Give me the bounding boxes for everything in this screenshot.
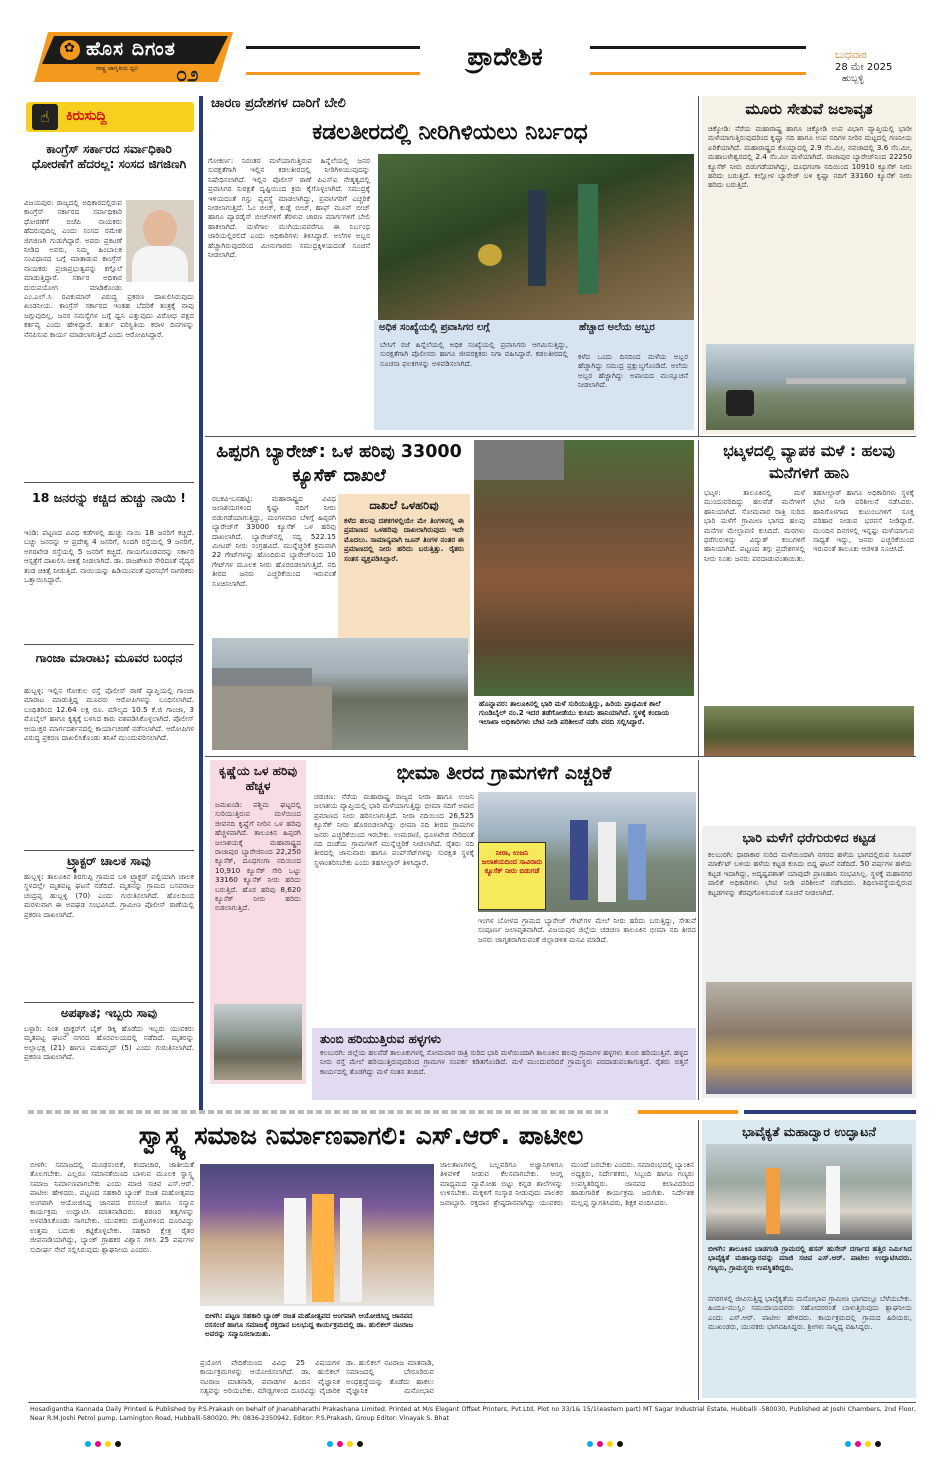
imprint-footer: Hosadigantha Kannada Daily Printed & Published by P.S.Prakash on behalf of Jnanabharathi Prakashana Limited. Printed at M/s Elegant Offset Printers, Pvt.Ltd, Plot no 33/1& 15/1(eastern part) MT Sagar Industrial Estate, Hubballi -580030, Published at Joshi Chambers, 2nd Floor, Near R.M.Joshi Petrol pump, Lamington Road, Hubballi-580020, Ph: 0836-2350942, Editor: P.S.Prakash, Group Editor: Vinayak S. Bhat <box>30 1406 916 1422</box>
s9-photo-caption: ಬೀಳಗಿ: ಪಟ್ಟಣ ಸಹಕಾರಿ ಬ್ಯಾಂಕ್ ರಜತ ಮಹೋತ್ಸವದ ಅಂಗವಾಗಿ ಆಯೋಜಿಸಿದ್ದ ಜಾನಪದ ರಸಸಂಜೆ ಹಾಗೂ ಸಮಾಜಕ್ಕೆ ರಕ್ತದಾನ ಬಲಭುದ್ದ ಕಾರ್ಯಕ್ರಮದಲ್ಲಿ ಡಾ. ಹುಲಿಕಲ್ ನಟರಾಜ ಅವರನ್ನು ಸನ್ಮಾನಿಸಲಾಯಿತು. <box>205 1311 414 1339</box>
s8-box <box>702 826 916 1098</box>
s10-photo-gate <box>706 1144 912 1240</box>
pointing-hand-icon: ☝ <box>32 104 58 130</box>
s8-headline: ಭಾರಿ ಮಳೆಗೆ ಧರೆಗುರುಳಿದ ಕಟ್ಟಡ <box>742 830 876 845</box>
s10-photo-caption: ಬೀಳಗಿ: ತಾಲೂಕಿನ ಬಾಡಗಂಡಿ ಗ್ರಾಮದಲ್ಲಿ ಹಸನ್ ಹುಸೇನ್ ದರ್ಗಾದ ಹತ್ತಿರ ನಿರ್ಮಿಸಿದ ಭಾವೈಕ್ಯತೆ ಮಹಾದ್ವಾರವನ್ನು ಮಾಜಿ ಸಚಿವ ಎಸ್.ಆರ್. ಪಾಟೀಲ ಉದ್ಘಾಟಿಸಿದರು. ಗಣ್ಯರು, ಗ್ರಾಮಸ್ಥರು ಉಪಸ್ಥಿತರಿದ್ದರು. <box>708 1244 912 1272</box>
story3-title: ಗಾಂಜಾ ಮಾರಾಟ; ಮೂವರ ಬಂಧನ <box>35 650 183 665</box>
s3-photo-caption: ಹೊನ್ನಾವರ: ತಾಲೂಕಿನಲ್ಲಿ ಭಾರಿ ಮಳೆ ಸುರಿಯುತ್ತಿದ್ದು, ಹಿರಿಯ ಪ್ರಾಥಮಿಕ ಶಾಲೆ ಗುಂಡಿಬೈಲ್ ನಂ.2 ಇದರ ತಡೆಗೋಡೆಯು ಕುಸಿದು ಹಾನಿಯಾಗಿದೆ. ಸ್ಥಳಕ್ಕೆ ಕಂದಾಯ ಇಲಾಖಾ ಅಧಿಕಾರಿಗಳು ಬೇಟಿ ನೀಡಿ ಪರಿಶೀಲನೆ ನಡೆಸಿ ವರದಿ ಸಲ್ಲಿಸಿದ್ದಾರೆ. <box>474 696 694 752</box>
col-rule <box>698 1120 699 1400</box>
footer-rule <box>28 1402 916 1403</box>
s6-headline: ಭೀಮಾ ತೀರದ ಗ್ರಾಮಗಳಿಗೆ ಎಚ್ಚರಿಕೆ <box>396 762 612 784</box>
story4-body: ಹುಬ್ಬಳ್ಳಿ: ತಾಲೂಕಿನ ಶಿರಗುಪ್ಪಿ ಗ್ರಾಮದ ಬಳಿ ಟ್ರ್ಯಾಕ್ಟರ್ ಪಲ್ಟಿಯಾಗಿ ಚಾಲಕ ಸ್ಥಳದಲ್ಲೇ ಮೃತಪಟ್ಟ ಘಟನೆ ನಡೆದಿದೆ. ಮೃತನನ್ನು ಗ್ರಾಮದ ಬಸವರಾಜ ಚಂದ್ರಪ್ಪ ಹುಬ್ಬಳ್ಳಿ (70) ಎಂದು ಗುರುತಿಸಲಾಗಿದೆ. ಹೊಲದಿಂದ ಮರಳುವಾಗ ಈ ಅವಘಡ ಸಂಭವಿಸಿದೆ. ಗ್ರಾಮೀಣ ಪೊಲೀಸ್ ಠಾಣೆಯಲ್ಲಿ ಪ್ರಕರಣ ದಾಖಲಾಗಿದೆ. <box>24 872 194 919</box>
s8-body: ಕಲಬುರಗಿ: ಧಾರಾಕಾರ ಸುರಿದ ಮಳೆಯಿಂದಾಗಿ ನಗರದ ಹಳೆಯ ಭಾಗದಲ್ಲಿರುವ ಸೂಪರ್ ಮಾರ್ಕೆಟ್ ಬಳಿಯ ಹಳೆಯ ಕಟ್ಟಡ ಕುಸಿದು ಬಿದ್ದ ಘಟನೆ ನಡೆದಿದೆ. 50 ವರ್ಷಗಳ ಹಳೆಯ ಕಟ್ಟಡ ಇದಾಗಿದ್ದು, ಅದೃಷ್ಟವಶಾತ್ ಯಾವುದೇ ಪ್ರಾಣಹಾನಿ ಸಂಭವಿಸಿಲ್ಲ. ಸ್ಥಳಕ್ಕೆ ಮಹಾನಗರ ಪಾಲಿಕೆ ಅಧಿಕಾರಿಗಳು ಭೇಟಿ ನೀಡಿ ಪರಿಶೀಲನೆ ನಡೆಸಿದರು. ಶಿಥಿಲಾವಸ್ಥೆಯಲ್ಲಿರುವ ಕಟ್ಟಡಗಳನ್ನು ತೆರವುಗೊಳಿಸುವಂತೆ ಸೂಚನೆ ನೀಡಲಾಗಿದೆ. <box>708 850 912 897</box>
s3-body: ರಬಕವಿ-ಬನಹಟ್ಟಿ: ಮಹಾರಾಷ್ಟ್ರದ ವಿವಿಧ ಜಲಾಶಯಗಳಿಂದ ಕೃಷ್ಣಾ ನದಿಗೆ ನೀರು ಬಿಡುಗಡೆಯಾಗುತ್ತಿದ್ದು, ಮಂಗಳವಾರ ಬೆಳಿಗ್ಗೆ ಹಿಪ್ಪರಗಿ ಬ್ಯಾರೇಜ್‌ಗೆ 33000 ಕ್ಯೂಸೆಕ್ ಒಳ ಹರಿವು ದಾಖಲಾಗಿದೆ. ಬ್ಯಾರೇಜ್‌ನಲ್ಲಿ ಸದ್ಯ 522.15 ಮೀಟರ್ ನೀರು ಸಂಗ್ರಹವಿದೆ. ಮುನ್ನೆಚ್ಚರಿಕೆ ಕ್ರಮವಾಗಿ 22 ಗೇಟ್‌ಗಳನ್ನು ಹೊಂದಿರುವ ಬ್ಯಾರೇಜ್‌ನಿಂದ 10 ಗೇಟ್‌ಗಳ ಮೂಲಕ ನೀರು ಹೊರಬಿಡಲಾಗುತ್ತಿದೆ. ನದಿ ತೀರದ ಜನರು ಎಚ್ಚರಿಕೆಯಿಂದ ಇರುವಂತೆ ಸೂಚಿಸಲಾಗಿದೆ. <box>212 494 336 588</box>
story4-title: ಟ್ರ್ಯಾಕ್ಟರ್ ಚಾಲಕ ಸಾವು <box>67 854 151 868</box>
row-rule <box>205 436 916 437</box>
s3-headline: ಹಿಪ್ಪರಗಿ ಬ್ಯಾರೇಜ್: ಒಳ ಹರಿವು 33000 ಕ್ಯೂಸೆಕ್ ದಾಖಲೆ <box>216 442 462 486</box>
logo-block <box>28 28 238 86</box>
s1-headline: ಕಡಲತೀರದಲ್ಲಿ ನೀರಿಗಿಳಿಯಲು ನಿರ್ಬಂಧ <box>312 120 588 145</box>
s9-body2: ಪ್ರಯೋಗ ವೇದಿಕೆಯಿಂದ ವಿವಿಧ 25 ವಿಷಯಗಳ ಕಾರ್ಯಕ್ರಮಗಳನ್ನು ಆಯೋಜಿಸಲಾಗಿದೆ. ಡಾ. ಹುಲಿಕಲ್ ನಟರಾಜ ಮಾತನಾಡಿ, ಪವಾಡಗಳ ಹಿಂದಿನ ವೈಜ್ಞಾನಿಕ ಸತ್ಯವನ್ನು ಅರಿಯಬೇಕು. ಮೌಢ್ಯಗಳಿಂದ ದೂರವಿದ್ದು ವೈಚಾರಿಕ <box>200 1358 340 1396</box>
story2-title: 18 ಜನರನ್ನು ಕಚ್ಚಿದ ಹುಚ್ಚು ನಾಯಿ ! <box>32 490 186 505</box>
s1-kicker: ಚಾರಣ ಪ್ರದೇಶಗಳ ದಾರಿಗೆ ಬೇಲಿ <box>211 96 346 111</box>
s3-side-box <box>338 494 470 654</box>
s1-photo-forest <box>378 154 694 320</box>
col-rule <box>698 96 699 436</box>
s7-body: ಕಲಬುರಗಿ: ಜಿಲ್ಲೆಯ ಹಲವೆಡೆ ತಾಲೂಕುಗಳಲ್ಲಿ ಸೋಮವಾರ ರಾತ್ರಿ ಸುರಿದ ಭಾರಿ ಮಳೆಯಿಂದಾಗಿ ತಾಲೂಕಿನ ಹಲವು ಗ್ರಾಮಗಳ ಹಳ್ಳಗಳು ತುಂಬಿ ಹರಿಯುತ್ತಿವೆ. ಹಳ್ಳದ ನೀರು ರಸ್ತೆ ಮೇಲೆ ಹರಿಯುತ್ತಿರುವುದರಿಂದ ಗ್ರಾಮಗಳ ಸಂಪರ್ಕ ಕಡಿತಗೊಂಡಿದೆ. ಮಳೆ ಮುಂದುವರಿದರೆ ಗ್ರಾಮಸ್ಥರು ಪರದಾಡುವಂತಾಗುತ್ತದೆ. ರೈತರು ಬಿತ್ತನೆ ಕಾರ್ಯದಲ್ಲಿ ತೊಡಗಿದ್ದು ಮಳೆ ಸಂತಸ ತಂದಿದೆ. <box>320 1048 688 1076</box>
divider <box>24 644 194 645</box>
portrait-photo <box>126 200 194 282</box>
s10-headline: ಭಾವೈಕ್ಯತೆ ಮಹಾದ್ವಾರ ಉದ್ಘಾಟನೆ <box>742 1124 876 1139</box>
s2-box <box>702 96 916 434</box>
s2-headline: ಮೂರು ಸೇತುವೆ ಜಲಾವೃತ <box>745 100 873 118</box>
divider <box>24 1002 194 1003</box>
s6-body: ಚಡಚಣ: ನೆರೆಯ ಮಹಾರಾಷ್ಟ್ರ ರಾಜ್ಯದ ನೀರಾ ಹಾಗೂ ಉಜನಿ ಜಲಾಶಯ ವ್ಯಾಪ್ತಿಯಲ್ಲಿ ಭಾರಿ ಮಳೆಯಾಗುತ್ತಿದ್ದು ಭೀಮಾ ನದಿಗೆ ಅಪಾರ ಪ್ರಮಾಣದ ನೀರು ಹರಿಸಲಾಗುತ್ತಿದೆ. ನೀರಾ ನದಿಯಿಂದ 26,525 ಕ್ಯೂಸೆಕ್ ನೀರು ಹೊರಬಿಡಲಾಗಿದ್ದು ಭೀಮಾ ನದಿ ತೀರದ ಗ್ರಾಮಗಳ ಜನರು ಎಚ್ಚರಿಕೆಯಿಂದ ಇರಬೇಕು. ಉಮರಾಣಿ, ಧೂಳಖೇಡ ಸೇರಿದಂತೆ ನದಿ ದಂಡೆಯ ಗ್ರಾಮಗಳಿಗೆ ಮುನ್ನೆಚ್ಚರಿಕೆ ನೀಡಲಾಗಿದೆ. ರೈತರು ನದಿ ತೀರದಲ್ಲಿ ಜಾನುವಾರು ಹಾಗೂ ಪಂಪ್‌ಸೆಟ್‌ಗಳನ್ನು ಸುರಕ್ಷಿತ ಸ್ಥಳಕ್ಕೆ ಸ್ಥಳಾಂತರಿಸಬೇಕು ಎಂದು ತಹಸೀಲ್ದಾರ್ ತಿಳಿಸಿದ್ದಾರೆ. <box>314 792 474 867</box>
logo-text: ಹೊಸ ದಿಗಂತ <box>86 38 176 60</box>
story1-title: ಕಾಂಗ್ರೆಸ್ ಸರ್ಕಾರದ ಸರ್ವಾಧಿಕಾರಿ ಧೋರಣೆಗೆ ಹೆದರಲ್ಲ: ಸಂಸದ ಜಿಗಜಿಣಗಿ <box>31 142 187 171</box>
s4-photo-tree <box>704 706 914 756</box>
s5-box <box>210 760 306 1084</box>
story3-body: ಹುಬ್ಬಳ್ಳಿ: ಇಲ್ಲಿನ ಗೋಕುಲ ರಸ್ತೆ ಪೊಲೀಸ್ ಠಾಣೆ ವ್ಯಾಪ್ತಿಯಲ್ಲಿ ಗಾಂಜಾ ಮಾರಾಟ ಮಾಡುತ್ತಿದ್ದ ಮೂವರು ಆರೋಪಿಗಳನ್ನು ಬಂಧಿಸಲಾಗಿದೆ. ಬಂಧಿತರಿಂದ 12.64 ಲಕ್ಷ ರೂ. ಮೌಲ್ಯದ 10.5 ಕೆ.ಜಿ ಗಾಂಜಾ, 3 ಮೊಬೈಲ್ ಹಾಗೂ ಕೃತ್ಯಕ್ಕೆ ಬಳಸಿದ ಕಾರು ವಶಪಡಿಸಿಕೊಳ್ಳಲಾಗಿದೆ. ಪೊಲೀಸ್ ಆಯುಕ್ತರ ಮಾರ್ಗದರ್ಶನದಲ್ಲಿ ಕಾರ್ಯಾಚರಣೆ ನಡೆಸಲಾಗಿದೆ. ಆರೋಪಿಗಳ ವಿರುದ್ಧ ಪ್ರಕರಣ ದಾಖಲಿಸಿಕೊಂಡು ತನಿಖೆ ಮುಂದುವರಿಸಲಾಗಿದೆ. <box>24 686 194 743</box>
city: ಹುಬ್ಬಳ್ಳಿ <box>842 74 864 84</box>
kirusuddi-label: ಕಿರುಸುದ್ದಿ <box>66 108 107 124</box>
story2-body: ಇಂಡಿ: ಪಟ್ಟಣದ ವಿವಿಧ ಕಡೆಗಳಲ್ಲಿ ಹುಚ್ಚು ನಾಯಿ 18 ಜನರಿಗೆ ಕಚ್ಚಿದೆ. ಬಚ್ಚು ಜನರನ್ನು ಆ ಪ್ರದೇಶ್ಯ 4 ಜನರಿಗೆ, ಸಿಂದಗಿ ರಸ್ತೆಯಲ್ಲಿ 9 ಜನರಿಗೆ, ಅಗರಖೇಡ ರಸ್ತೆಯಲ್ಲಿ 5 ಜನರಿಗೆ ಕಚ್ಚಿದೆ. ಗಾಯಗೊಂಡವರನ್ನು ಸರ್ಕಾರಿ ಆಸ್ಪತ್ರೆಗೆ ದಾಖಲಿಸಿ ಚಿಕಿತ್ಸೆ ನೀಡಲಾಗಿದೆ. ಡಾ. ರಾಜಶೇಖರ ಸೇರಿದಂತೆ ವೈದ್ಯರ ತಂಡ ಚಿಕಿತ್ಸೆ ನೀಡುತ್ತಿದೆ. ನಾಯಿಯನ್ನು ಹಿಡಿಯುವಂತೆ ಪುರಸಭೆಗೆ ನಾಗರಿಕರು ಒತ್ತಾಯಿಸಿದ್ದಾರೆ. <box>24 528 194 585</box>
s9-body1: ಬೀಳಗಿ: ಸಮಾಜದಲ್ಲಿ ಮೂಢನಂಬಿಕೆ, ಕಂದಾಚಾರ, ಜಾತೀಯತೆ ತೊಲಗಬೇಕು. ಎಲ್ಲರೂ ಸಮಾನತೆಯಿಂದ ಬಾಳುವ ಮೂಲಕ ಸ್ವಾಸ್ಥ್ಯ ಸಮಾಜ ನಿರ್ಮಾಣವಾಗಬೇಕು ಎಂದು ಮಾಜಿ ಸಚಿವ ಎಸ್.ಆರ್. ಪಾಟೀಲ ಹೇಳಿದರು. ಪಟ್ಟಣದ ಸಹಕಾರಿ ಬ್ಯಾಂಕ್ ರಜತ ಮಹೋತ್ಸವದ ಅಂಗವಾಗಿ ಆಯೋಜಿಸಿದ್ದ ಜಾನಪದ ರಸಸಂಜೆ ಹಾಗೂ ಸನ್ಮಾನ ಕಾರ್ಯಕ್ರಮ ಉದ್ಘಾಟಿಸಿ ಮಾತನಾಡಿದರು. ಶರಣರ ತತ್ವಗಳನ್ನು ಅಳವಡಿಸಿಕೊಂಡು ಸಾಗಬೇಕು. ಯುವಕರು ದುಶ್ಚಟಗಳಿಂದ ದೂರವಿದ್ದು ಉತ್ತಮ ಬದುಕು ಕಟ್ಟಿಕೊಳ್ಳಬೇಕು. ಸಹಕಾರಿ ಕ್ಷೇತ್ರ ರೈತರ ಜೀವನಾಡಿಯಾಗಿದ್ದು, ಬ್ಯಾಂಕ್ ಗ್ರಾಹಕರ ವಿಶ್ವಾಸ ಗಳಿಸಿ 25 ವರ್ಷಗಳ ಸುದೀರ್ಘ ಸೇವೆ ಸಲ್ಲಿಸಿರುವುದು ಶ್ಲಾಘನೀಯ ಎಂದರು. <box>30 1160 194 1254</box>
s6-inset <box>478 842 546 910</box>
section-divider <box>28 1108 916 1116</box>
s1-cap2-title: ಹೆಚ್ಚಾದ ಅಲೆಯ ಅಬ್ಬರ <box>579 322 655 333</box>
s7-box <box>312 1028 696 1100</box>
s5-headline: ಕೃಷ್ಣೆಯ ಒಳ ಹರಿವು ಹೆಚ್ಚಳ <box>218 764 298 793</box>
story1-body <box>24 198 194 476</box>
s6-body2: ಇಂಗಳ ಬೋಳದ ಗ್ರಾಮದ ಬ್ಯಾರೇಜ್ ಗೇಟ್‌ಗಳ ಮೇಲೆ ನೀರು ಹರಿದು ಬರುತ್ತಿದ್ದು, ಸೇತುವೆ ಸಂಪೂರ್ಣ ಜಲಾವೃತವಾಗಿದೆ. ವಿಜಯಪುರ ಜಿಲ್ಲೆಯ ಚಡಚಣ ತಾಲೂಕಿನ ಭೀಮಾ ನದಿ ತೀರದ ಜನರು ಜಾಗೃತರಾಗಿರುವಂತೆ ಜಿಲ್ಲಾಡಳಿತ ಮನವಿ ಮಾಡಿದೆ. <box>478 916 696 944</box>
s4-body: ಭಟ್ಕಳ: ತಾಲೂಕಿನಲ್ಲಿ ಮಳೆ ಮುಂದುವರಿದಿದ್ದು ಹಲವೆಡೆ ಮನೆಗಳಿಗೆ ಹಾನಿಯಾಗಿದೆ. ಸೋಮವಾರ ರಾತ್ರಿ ಸುರಿದ ಭಾರಿ ಮಳೆಗೆ ಗ್ರಾಮೀಣ ಭಾಗದ ಹಲವು ಮನೆಗಳ ಮೇಲ್ಛಾವಣಿ ಕುಸಿದಿದೆ. ಮರಗಳು ಧರೆಗುರುಳಿದ್ದು ವಿದ್ಯುತ್ ಕಂಬಗಳಿಗೆ ಹಾನಿಯಾಗಿದೆ. ಪಟ್ಟಣದ ತಗ್ಗು ಪ್ರದೇಶಗಳಲ್ಲಿ ನೀರು ನಿಂತು ಜನರು ಪರದಾಡುವಂತಾಯಿತು. ತಹಸೀಲ್ದಾರ್ ಹಾಗೂ ಅಧಿಕಾರಿಗಳು ಸ್ಥಳಕ್ಕೆ ಭೇಟಿ ನೀಡಿ ಪರಿಶೀಲನೆ ನಡೆಸಿದರು. ಹಾನಿಗೊಳಗಾದ ಕುಟುಂಬಗಳಿಗೆ ಸೂಕ್ತ ಪರಿಹಾರ ನೀಡುವ ಭರವಸೆ ನೀಡಿದ್ದಾರೆ. ಮುಂದಿನ ದಿನಗಳಲ್ಲಿ ಇನ್ನಷ್ಟು ಮಳೆಯಾಗುವ ಸಾಧ್ಯತೆ ಇದ್ದು, ಜನರು ಎಚ್ಚರಿಕೆಯಿಂದ ಇರುವಂತೆ ತಾಲೂಕು ಆಡಳಿತ ಸೂಚಿಸಿದೆ. <box>704 488 914 563</box>
lamp-icon: ✿ <box>64 41 75 56</box>
s5-body: ಜಮಖಂಡಿ: ಪಶ್ಚಿಮ ಘಟ್ಟದಲ್ಲಿ ಸುರಿಯುತ್ತಿರುವ ಮಳೆಯಿಂದ ಜೀವನದಿ ಕೃಷ್ಣೆಗೆ ನೀರಿನ ಒಳ ಹರಿವು ಹೆಚ್ಚಳವಾಗಿದೆ. ತಾಲೂಕಿನ ಹಿಪ್ಪರಗಿ ಜಲಾಶಯಕ್ಕೆ ಮಹಾರಾಷ್ಟ್ರದ ರಾಜಾಪುರ ಬ್ಯಾರೇಜಿನಿಂದ 22,250 ಕ್ಯೂಸೆಕ್, ದೂಧಗಂಗಾ ನದಿಯಿಂದ 10,910 ಕ್ಯೂಸೆಕ್ ಸೇರಿ ಒಟ್ಟು 33160 ಕ್ಯೂಸೆಕ್ ನೀರು ಹರಿದು ಬರುತ್ತಿದೆ. ಹೊರ ಹರಿವು 8,620 ಕ್ಯೂಸೆಕ್ ನೀರು ಹರಿದು ಬಿಡಲಾಗುತ್ತಿದೆ. <box>215 800 301 913</box>
s2-photo-bridge <box>706 344 914 430</box>
s9-headline: ಸ್ವಾಸ್ಥ್ಯ ಸಮಾಜ ನಿರ್ಮಾಣವಾಗಲಿ: ಎಸ್.ಆರ್. ಪಾಟೀಲ <box>138 1121 584 1150</box>
divider <box>24 850 194 851</box>
s1-cap2-body: ಕಳೆದ ಒಂದು ದಿನದಿಂದ ಮಳೆಯ ಅಬ್ಬರ ಹೆಚ್ಚಾಗಿದ್ದು ಸಮುದ್ರ ಪ್ರಕ್ಷುಬ್ಧಗೊಂಡಿದೆ. ಅಲೆಯ ಅಬ್ಬರ ಹೆಚ್ಚಾಗಿದ್ದು ಅಪಾಯದ ಮುನ್ಸೂಚನೆ ನೀಡಲಾಗಿದೆ. <box>578 352 688 390</box>
s3-photo-barrage <box>212 638 468 750</box>
s3-box-title: ದಾಖಲೆ ಒಳಹರಿವು <box>369 498 439 512</box>
s1-body: ಗೋಕರ್ಣ: ನಿರಂತರ ಮಳೆಯಾಗುತ್ತಿರುವ ಹಿನ್ನೆಲೆಯಲ್ಲಿ ಜನರ ಸುರಕ್ಷತೆಗಾಗಿ ಇಲ್ಲಿನ ಕಡಲತೀರದಲ್ಲಿ ನೀರಿಗಿಳಿಯುವುದನ್ನು ನಿಷೇಧಿಸಲಾಗಿದೆ. ಇಲ್ಲಿನ ಪೊಲೀಸ್ ಠಾಣೆ ಪಿಎಸ್ಐ ನೇತೃತ್ವದಲ್ಲಿ ಪ್ರವಾಸಿಗರ ಸುರಕ್ಷತೆ ದೃಷ್ಟಿಯಿಂದ ಕ್ರಮ ಕೈಗೊಳ್ಳಲಾಗಿದೆ. ಸಮುದ್ರಕ್ಕೆ ಇಳಿಯದಂತೆ ಗಸ್ತು ವ್ಯವಸ್ಥೆ ಮಾಡಲಾಗಿದ್ದು, ಪ್ರವಾಸಿಗರಿಗೆ ಎಚ್ಚರಿಕೆ ನೀಡಲಾಗುತ್ತಿದೆ. ಓಂ ಬೀಚ್, ಕುಡ್ಲೆ ಬೀಚ್, ಹಾಫ್ ಮೂನ್ ಬೀಚ್ ಹಾಗೂ ಪ್ಯಾರಡೈಸ್ ಬೀಚ್‌ಗಳಿಗೆ ತೆರಳುವ ಚಾರಣ ಮಾರ್ಗಗಳಿಗೆ ಬೇಲಿ ಹಾಕಲಾಗಿದೆ. ಮಳೆಗಾಲ ಮುಗಿಯುವವರೆಗೂ ಈ ನಿರ್ಬಂಧ ಜಾರಿಯಲ್ಲಿರಲಿದೆ ಎಂದು ಅಧಿಕಾರಿಗಳು ತಿಳಿಸಿದ್ದಾರೆ. ಅಲೆಗಳ ಅಬ್ಬರ ಹೆಚ್ಚಾಗಿರುವುದರಿಂದ ಮೀನುಗಾರರು ಸಮುದ್ರಕ್ಕಿಳಿಯದಂತೆ ಸೂಚನೆ ನೀಡಲಾಗಿದೆ. <box>208 156 370 260</box>
masthead <box>0 0 945 92</box>
color-registration-dots <box>0 1437 945 1451</box>
s6-inset-text: ನೀರಾ, ಉಜನಿ ಜಲಾಶಯದಿಂದ ಸಾವಿರಾರು ಕ್ಯೂಸೆಕ್ ನೀರು ಬಿಡುಗಡೆ <box>481 849 543 875</box>
s10-box <box>702 1120 916 1398</box>
s3-photo-wall <box>474 440 694 696</box>
date: 28 ಮೇ 2025 <box>835 62 893 73</box>
registration-marks <box>0 1436 945 1450</box>
s1-cap1-title: ಅಧಿಕ ಸಂಖ್ಯೆಯಲ್ಲಿ ಪ್ರವಾಸಿಗರ ಲಗ್ಗೆ <box>379 322 490 333</box>
col-rule <box>698 760 699 1100</box>
divider <box>24 482 194 483</box>
s7-headline: ತುಂಬಿ ಹರಿಯುತ್ತಿರುವ ಹಳ್ಳಗಳು <box>320 1032 441 1046</box>
s1-cap1-body: ಬೇಸಿಗೆ ರಜೆ ಹಿನ್ನೆಲೆಯಲ್ಲಿ ಅಧಿಕ ಸಂಖ್ಯೆಯಲ್ಲಿ ಪ್ರವಾಸಿಗರು ಆಗಮಿಸುತ್ತಿದ್ದು, ಸುರಕ್ಷತೆಗಾಗಿ ಪೊಲೀಸರು ಹಾಗೂ ಜೀವರಕ್ಷಕರು ನಿಗಾ ವಹಿಸಿದ್ದಾರೆ. ಕಡಲತೀರದಲ್ಲಿ ಸೂಚನಾ ಫಲಕಗಳನ್ನು ಅಳವಡಿಸಲಾಗಿದೆ. <box>380 340 568 368</box>
section-title: ಪ್ರಾದೇಶಿಕ <box>467 42 543 71</box>
s4-headline: ಭಟ್ಕಳದಲ್ಲಿ ವ್ಯಾಪಕ ಮಳೆ : ಹಲವು ಮನೆಗಳಿಗೆ ಹಾನಿ <box>723 442 895 482</box>
col-rule <box>698 440 699 756</box>
s9-photo-felicitation <box>200 1164 434 1306</box>
left-column <box>20 96 195 1096</box>
s3-box-body: ಕಳೆದ ಹಲವು ದಶಕಗಳಲ್ಲಿಯೇ ಮೇ ತಿಂಗಳಿನಲ್ಲಿ ಈ ಪ್ರಮಾಣದ ಒಳಹರಿವು ದಾಖಲಾಗಿರುವುದು ಇದೇ ಮೊದಲು. ಸಾಮಾನ್ಯವಾಗಿ ಜೂನ್ ತಿಂಗಳ ನಂತರ ಈ ಪ್ರಮಾಣದಲ್ಲಿ ನೀರು ಹರಿದು ಬರುತ್ತಿತ್ತು. ರೈತರು ಸಂತಸ ವ್ಯಕ್ತಪಡಿಸಿದ್ದಾರೆ. <box>344 516 464 563</box>
story5-title: ಅಪಘಾತ; ಇಬ್ಬರು ಸಾವು <box>60 1006 158 1020</box>
s9-body3: ಜಾಲತಾಣಗಳಲ್ಲಿ ಬಲ್ಲವರಿಗೂ ಅಜ್ಞಾನಿಗಳಿಗೂ ತಿಳಿವಳಿಕೆ ನೀಡುವ ಕೆಲಸವಾಗಬೇಕು. ಆಂಗ್ಲ ಮಾಧ್ಯಮದ ವ್ಯಾಮೋಹ ಬಿಟ್ಟು ಕನ್ನಡ ಶಾಲೆಗಳನ್ನು ಉಳಿಸಬೇಕು. ಮಕ್ಕಳಿಗೆ ಸಂಸ್ಕಾರ ನೀಡುವುದು ಪಾಲಕರ ಜವಾಬ್ದಾರಿ. ರಕ್ತದಾನ ಶ್ರೇಷ್ಠದಾನವಾಗಿದ್ದು ಯುವಕರು ಮುಂದೆ ಬರಬೇಕು ಎಂದರು. ಸಮಾರಂಭದಲ್ಲಿ ಬ್ಯಾಂಕಿನ ಅಧ್ಯಕ್ಷರು, ನಿರ್ದೇಶಕರು, ಸಿಬ್ಬಂದಿ ಹಾಗೂ ಗಣ್ಯರು ಉಪಸ್ಥಿತರಿದ್ದರು. ಜಾನಪದ ಕಲಾವಿದರಿಂದ ಹಾಡುಗಾರಿಕೆ ಕಾರ್ಯಕ್ರಮ ಜರುಗಿತು. ನಿರ್ದೇಶಕ ಮಲ್ಲಪ್ಪ ಸ್ವಾಗತಿಸಿದರು, ಶಿಕ್ಷಕ ವಂದಿಸಿದರು. <box>440 1160 694 1207</box>
s8-photo-rubble <box>706 982 912 1094</box>
s5-photo-dam <box>214 1004 302 1080</box>
s1-caption-box <box>374 320 694 430</box>
tagline: ರಾಷ್ಟ್ರ ಜಾಗೃತಿಯ ಧ್ವನಿ <box>96 65 139 72</box>
s9-body4: ಡಾ. ಹುಲಿಕಲ್ ನಟರಾಜ ಮಾತನಾಡಿ, ಸಮಾಜದಲ್ಲಿ ಬೇರೂರಿರುವ ಅಂಧಶ್ರದ್ಧೆಯನ್ನು ತೊಡೆದು ಹಾಕಲು ವೈಜ್ಞಾನಿಕ ಮನೋಭಾವ <box>346 1358 434 1396</box>
page-number: ೦೨ <box>176 62 199 86</box>
row-rule <box>205 756 916 757</box>
story1-text: ವಿಜಯಪುರ: ರಾಜ್ಯದಲ್ಲಿ ಅಧಿಕಾರದಲ್ಲಿರುವ ಕಾಂಗ್ರೆಸ್ ಸರ್ಕಾರದ ಸರ್ವಾಧಿಕಾರಿ ಧೋರಣೆಗೆ ಬಿಜೆಪಿ ನಾಯಕರು ಹೆದರುವುದಿಲ್ಲ ಎಂದು ಸಂಸದ ರಮೇಶ ಜಿಗಜಿಣಗಿ ಗುಡುಗಿದ್ದಾರೆ. ಅವರು ಪ್ರಕಟಣೆ ನೀಡಿದ ಅವರು, ನಿಮ್ಮ ಹಿಂಬಾಲಕ ಸಂವಿಧಾನದ ಬಗ್ಗೆ ಮಾತಾಡುವ ಕಾಂಗ್ರೆಸ್ ನಾಯಕರು ಪ್ರಜಾಪ್ರಭುತ್ವವನ್ನು ಕಗ್ಗೊಲೆ ಮಾಡುತ್ತಿದ್ದಾರೆ. ಸರ್ಕಾರ ಅಧಿಕಾರ ದುರುಪಯೋಗ ಮಾಡಿಕೊಂಡು ಎಂ.ಎಲ್.ಸಿ ರವಿಕುಮಾರ್ ವಿರುದ್ಧ ಪ್ರಕರಣ ದಾಖಲಿಸಿರುವುದು ಖಂಡನೀಯ. ಕಾಂಗ್ರೆಸ್ ಸರ್ಕಾರದ ಇಂತಹ ಬೆದರಿಕೆ ತಂತ್ರಕ್ಕೆ ನಾವು ಜಗ್ಗುವುದಿಲ್ಲ. ಜನರ ಸಮಸ್ಯೆಗಳ ಬಗ್ಗೆ ಧ್ವನಿ ಎತ್ತುವುದು ವಿರೋಧ ಪಕ್ಷದ ಕರ್ತವ್ಯ ಎಂದು ಹೇಳಿದ್ದಾರೆ. ತುರ್ತು ಪರಿಸ್ಥಿತಿಯ ಕರಾಳ ದಿನಗಳನ್ನು ನೆನಪಿಸುವ ಕಾರ್ಯ ಮಾಡಲಾಗುತ್ತಿದೆ ಎಂದು ಆರೋಪಿಸಿದ್ದಾರೆ. <box>24 198 194 339</box>
kirusuddi-banner <box>26 102 194 132</box>
s10-body: ನಗರಗಳಲ್ಲಿ ಜೀವಿಸುತ್ತಿದ್ದ ಭಾವೈಕ್ಯತೆಯ ಮನೋಭಾವ ಗ್ರಾಮೀಣ ಭಾಗದಲ್ಲೂ ಬೆಳೆಯಬೇಕು. ಹಿಂದೂ-ಮುಸ್ಲಿಂ ಸಮುದಾಯದವರು ಸಹೋದರರಂತೆ ಬಾಳುತ್ತಿರುವುದು ಶ್ಲಾಘನೀಯ ಎಂದು ಎಸ್.ಆರ್. ಪಾಟೀಲ ಹೇಳಿದರು. ಕಾರ್ಯಕ್ರಮದಲ್ಲಿ ಗ್ರಾಮದ ಹಿರಿಯರು, ಮುಖಂಡರು, ಯುವಕರು ಭಾಗವಹಿಸಿದ್ದರು. ಶ್ರೀಗಳು ಸಾನ್ನಿಧ್ಯ ವಹಿಸಿದ್ದರು. <box>708 1294 912 1332</box>
story5-body: ಬಳ್ಳಾರಿ: ನಿಂತ ಟ್ರ್ಯಾಕ್ಟರ್‌ಗೆ ಬೈಕ್ ಡಿಕ್ಕಿ ಹೊಡೆದು ಇಬ್ಬರು ಯುವಕರು ಮೃತಪಟ್ಟ ಘಟನೆ ನಗರದ ಹೊರವಲಯದಲ್ಲಿ ನಡೆದಿದೆ. ಮೃತರನ್ನು ಅಲ್ಲಾಭಕ್ಷ (21) ಹಾಗೂ ಮಹಮ್ಮದ್ (5) ಎಂದು ಗುರುತಿಸಲಾಗಿದೆ. ಪ್ರಕರಣ ದಾಖಲಾಗಿದೆ. <box>24 1024 194 1062</box>
left-column-rule <box>199 96 203 1112</box>
day: ಬುಧವಾರ <box>835 50 867 61</box>
s2-body: ಚಿಕ್ಕೋಡಿ: ನೆರೆಯ ಮಹಾರಾಷ್ಟ್ರ ಹಾಗೂ ಚಿಕ್ಕೋಡಿ ಉಪ ವಿಭಾಗ ವ್ಯಾಪ್ತಿಯಲ್ಲಿ ಭಾರೀ ಮಳೆಯಾಗುತ್ತಿರುವುದರಿಂದ ಕೃಷ್ಣಾ ನದಿ ಹಾಗೂ ಉಪ ನದಿಗಳ ನೀರಿನ ಮಟ್ಟದಲ್ಲಿ ಗಣನೀಯ ಏರಿಕೆಯಾಗಿದೆ. ಮಹಾರಾಷ್ಟ್ರದ ಕೊಯ್ನಾದಲ್ಲಿ 2.9 ಸೆಂ.ಮೀ, ನವಜಾದಲ್ಲಿ 3.6 ಸೆಂ.ಮೀ, ಮಹಾಬಳೇಶ್ವರದಲ್ಲಿ 2.4 ಸೆಂ.ಮೀ ಮಳೆಯಾಗಿದೆ. ರಾಜಾಪುರ ಬ್ಯಾರೇಜ್‌ನಿಂದ 22250 ಕ್ಯೂಸೆಕ್ ನೀರು ಬಿಡುಗಡೆಯಾಗಿದ್ದು, ದೂಧಗಂಗಾ ನದಿಯಿಂದ 10910 ಕ್ಯೂಸೆಕ್ ನೀರು ಹರಿದು ಬರುತ್ತಿದೆ. ಕಲ್ಲೋಳ ಬ್ಯಾರೇಜ್ ಬಳಿ ಕೃಷ್ಣಾ ನದಿಗೆ 33160 ಕ್ಯೂಸೆಕ್ ನೀರು ಹರಿದು ಬರುತ್ತಿದೆ. <box>708 124 912 190</box>
